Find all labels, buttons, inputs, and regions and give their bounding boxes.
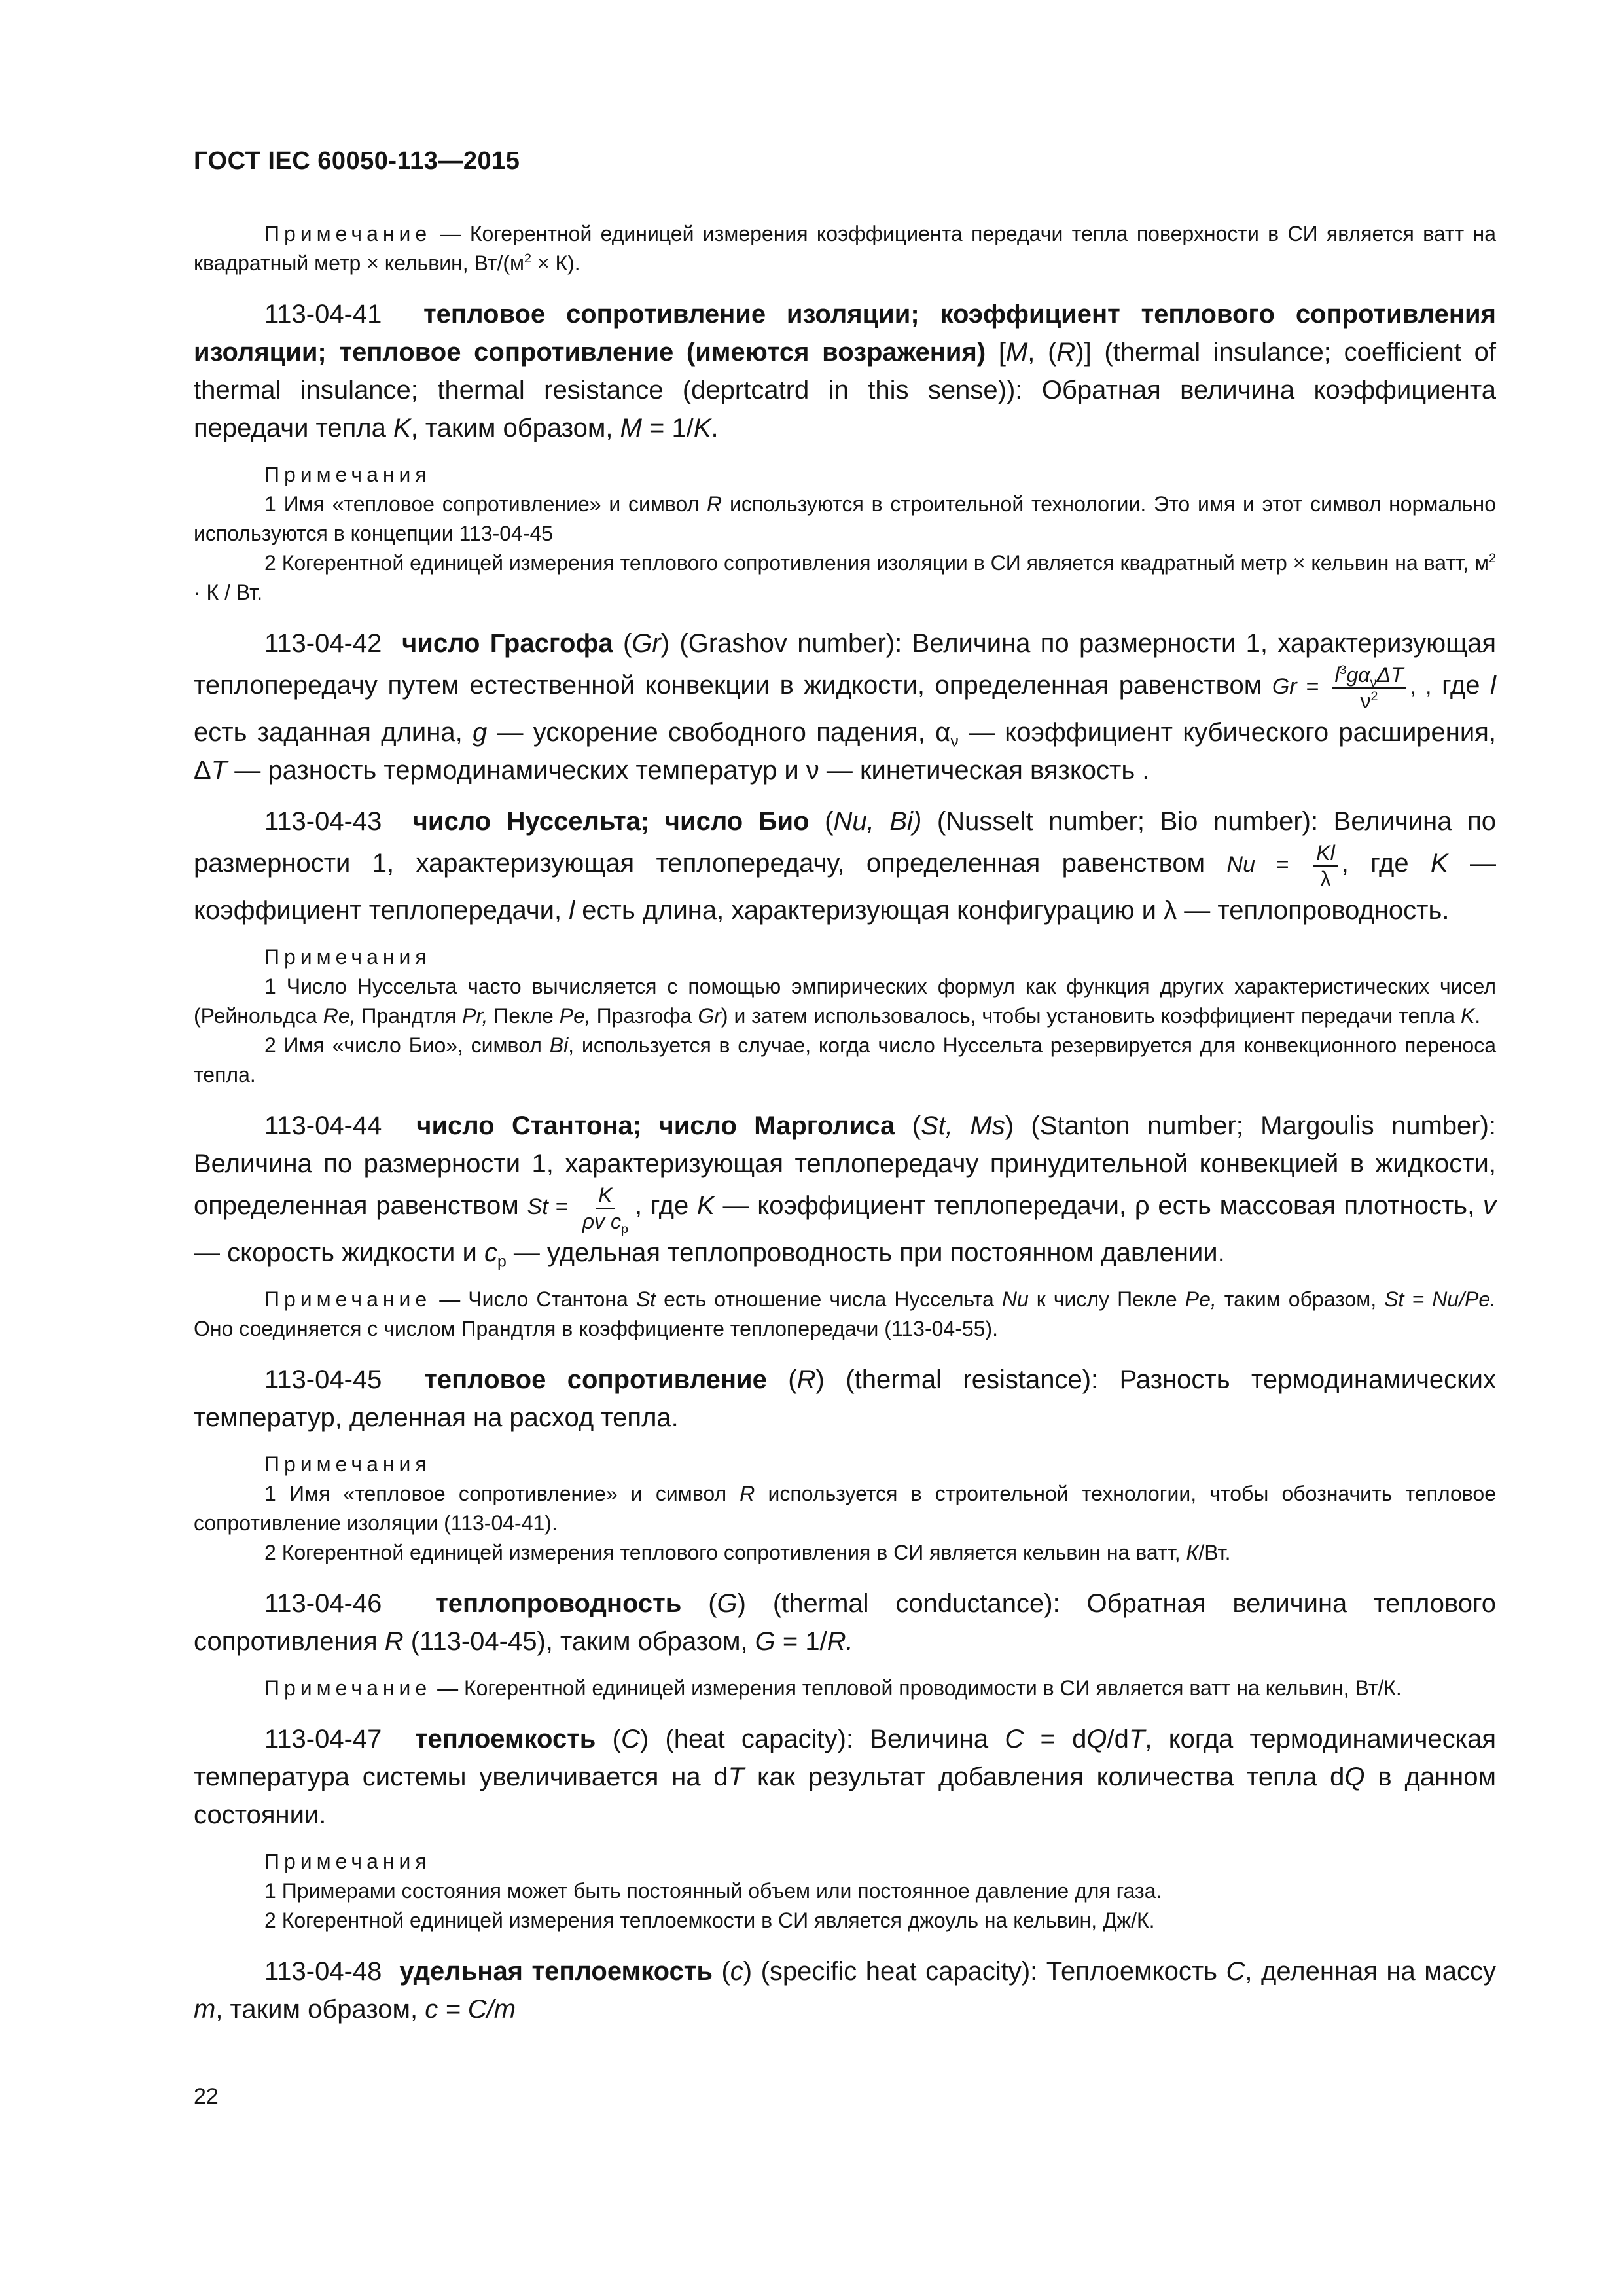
symbol: l: [1490, 670, 1496, 700]
entry-number: 113-04-47: [264, 1725, 382, 1753]
symbol: К: [1186, 1541, 1199, 1564]
note-block: [194, 219, 1496, 278]
text: (: [613, 629, 632, 658]
text: , где: [634, 1191, 698, 1220]
term-symbol: R: [796, 1365, 816, 1394]
symbol: l: [569, 896, 575, 925]
entry-number: 113-04-44: [264, 1111, 382, 1140]
symbol: Gr: [698, 1004, 721, 1028]
fraction: [1332, 662, 1406, 713]
superscript: 2: [1488, 551, 1496, 566]
symbol: K: [1430, 848, 1448, 878]
symbol: Kl: [1316, 841, 1335, 865]
text: таким образом,: [1216, 1287, 1385, 1311]
text: [: [986, 338, 1006, 367]
symbol: St: [527, 1194, 548, 1219]
note-item: [194, 972, 1496, 1031]
symbol: C: [1005, 1725, 1024, 1753]
term-entry-42: [194, 624, 1496, 789]
text: /Вт.: [1198, 1541, 1231, 1564]
note-item: [194, 1031, 1496, 1090]
note-label: Примечание: [264, 1676, 432, 1700]
text: 1 Имя «тепловое сопротивление» и символ: [264, 492, 707, 516]
note-item: 1 Примерами состояния может быть постоянный объем или постоянное давление для газа.: [264, 1879, 1162, 1903]
text: · К / Вт.: [194, 581, 263, 604]
symbol: m: [194, 1995, 216, 2024]
symbol: g: [472, 718, 488, 747]
note-item: 2 Когерентной единицей измерения теплоемкости в СИ является джоуль на кельвин, Дж/К.: [264, 1909, 1155, 1932]
term-name: число Грасгофа: [402, 629, 613, 658]
term-entry-43: [194, 802, 1496, 929]
notes-heading: Примечания: [264, 463, 431, 486]
definition-text: (thermal conductance): Обратная величина теплового сопротивления: [194, 1589, 1496, 1656]
term-entry-48: [194, 1952, 1496, 2028]
term-name: тепловое сопротивление: [424, 1365, 767, 1394]
symbol: G: [755, 1627, 776, 1656]
text: ): [737, 1589, 746, 1618]
formula-nusselt: [1226, 841, 1342, 891]
numerator: [596, 1183, 615, 1209]
text: = 1/: [775, 1627, 827, 1656]
note-item: [194, 1479, 1496, 1538]
symbol: ρv c: [582, 1210, 621, 1233]
text: , (: [1027, 338, 1057, 367]
text: — коэффициент кубического расширения, Δ: [194, 718, 1496, 785]
text: , деленная на массу: [1245, 1957, 1496, 1986]
text: Оно соединяется с числом Прандтля в коэффициенте теплопередачи (113-04-55).: [194, 1317, 998, 1340]
text: — удельная теплопроводность при постоянном давлении.: [506, 1238, 1225, 1267]
text: есть заданная длина,: [194, 718, 473, 747]
term-entry-47: [194, 1720, 1496, 1834]
superscript: 2: [1370, 689, 1378, 704]
text: в данном состоянии.: [194, 1763, 1496, 1829]
text: — коэффициент теплопередачи,: [194, 848, 1497, 925]
numerator: [1313, 840, 1337, 867]
text: ): [743, 1957, 753, 1986]
term-symbol: G: [717, 1589, 738, 1618]
term-symbol: c: [730, 1957, 743, 1986]
definition-text: (Nusselt number; Bio number): Величина по размерности 1, характеризующая теплопередачу, определенная равенством: [194, 807, 1497, 878]
text: есть длина, характеризующая конфигурацию и λ — теплопроводность.: [575, 896, 1450, 925]
text: = 1/: [641, 414, 694, 442]
text: как результат добавления количества тепла d: [744, 1763, 1345, 1791]
symbol: gα: [1346, 663, 1370, 687]
entry-number: 113-04-46: [264, 1589, 382, 1618]
definition-text: (specific heat capacity): Теплоемкость: [752, 1957, 1226, 1986]
subscript: ν: [1370, 675, 1377, 690]
text: ): [1005, 1111, 1014, 1140]
symbol: l: [1334, 663, 1340, 687]
text: ): [815, 1365, 825, 1394]
text: — разность термодинамических температур и ν — кинетическая вязкость .: [227, 756, 1150, 785]
symbol: R.: [827, 1627, 853, 1656]
text: (: [681, 1589, 717, 1618]
symbol: R: [740, 1482, 755, 1505]
definition-text: (thermal insulance; coefficient of thermal insulance; thermal resistance (deprtcatrd in this sense)): Обратная величина коэффициента передачи тепла: [194, 338, 1496, 442]
definition-text: (thermal resistance): Разность термодинамических температур, деленная на расход тепла.: [194, 1365, 1497, 1432]
text: (: [596, 1725, 621, 1753]
term-name: теплопроводность: [435, 1589, 682, 1618]
symbol: R: [707, 492, 722, 516]
symbol: St: [635, 1287, 656, 1311]
text: где: [1431, 670, 1491, 700]
term-entry-44: [194, 1107, 1496, 1272]
text: 1 Имя «тепловое сопротивление» и символ: [264, 1482, 740, 1505]
note-text: — Когерентной единицей измерения тепловой проводимости в СИ является ватт на кельвин, Вт/К.: [431, 1676, 1402, 1700]
notes-block-45: [194, 1450, 1496, 1568]
text: (: [766, 1365, 797, 1394]
symbol: Pr,: [462, 1004, 488, 1028]
text: , где: [1341, 848, 1431, 878]
text: 2 Когерентной единицей измерения теплового сопротивления изоляции в СИ является квадратный метр × кельвин на ватт, м: [264, 551, 1489, 575]
text: =: [1296, 673, 1329, 699]
note-text: × К).: [531, 251, 580, 275]
term-entry-45: [194, 1361, 1496, 1437]
definition-text: (Stanton number; Margoulis number): Величина по размерности 1, характеризующая теплопередачу принудительной конвекцией в жидкости, определенная равенством: [194, 1111, 1497, 1220]
note-item: [194, 490, 1496, 548]
entry-number: 113-04-41: [264, 300, 382, 329]
denominator: [580, 1209, 631, 1234]
text: Пекле: [488, 1004, 560, 1028]
symbol: K: [393, 414, 411, 442]
symbol: Q: [1344, 1763, 1365, 1791]
text: (: [809, 807, 834, 836]
text: = d: [1024, 1725, 1087, 1753]
note-text: — Когерентной единицей измерения коэффициента передачи тепла поверхности в СИ является ватт на квадратный метр × кельвин, Вт/(м: [194, 222, 1496, 275]
symbol: Nu: [1001, 1287, 1029, 1311]
note-item: [194, 548, 1496, 607]
text: 1 Число Нуссельта часто вычисляется с помощью эмпирических формул как функция других характеристических чисел (Рейнольдса: [194, 975, 1496, 1028]
text: используются в строительной технологии. Это имя и этот символ нормально используются в концепции 113-04-45: [194, 492, 1497, 545]
subscript: ν: [950, 732, 959, 751]
text: ): [639, 1725, 649, 1753]
text: — Число Стантона: [431, 1287, 636, 1311]
term-name: тепловое сопротивление изоляции; коэффициент теплового сопротивления изоляции; тепловое сопротивление (имеются возражения): [194, 300, 1496, 367]
text: ): [660, 629, 670, 658]
notes-heading: Примечания: [264, 1452, 431, 1476]
symbol: C: [1226, 1957, 1245, 1986]
text: (: [712, 1957, 730, 1986]
denominator: [1357, 689, 1380, 713]
text: ) и затем использовалось, чтобы установить коэффициент передачи тепла: [721, 1004, 1461, 1028]
page-content: [194, 219, 1496, 2041]
text: , когда термодинамическая температура системы увеличивается на d: [194, 1725, 1496, 1791]
note-block-46: [194, 1674, 1496, 1703]
formula: c = C/m: [425, 1995, 516, 2024]
notes-block-43: [194, 942, 1496, 1090]
text: есть отношение числа Нуссельта: [656, 1287, 1002, 1311]
symbol: Pe,: [559, 1004, 591, 1028]
text: — скорость жидкости и: [194, 1238, 484, 1267]
symbol: M: [620, 414, 642, 442]
note-block-44: [194, 1285, 1496, 1344]
definition-text: (Grashov number): Величина по размерности 1, характеризующая теплопередачу путем естественной конвекции в жидкости, определенная равенством: [194, 629, 1496, 700]
denominator: λ: [1320, 867, 1331, 891]
numerator: [1332, 662, 1406, 689]
text: 2 Имя «число Био», символ: [264, 1033, 550, 1057]
text: к числу Пекле: [1028, 1287, 1185, 1311]
symbol: K: [693, 414, 711, 442]
term-name: удельная теплоемкость: [399, 1957, 713, 1986]
term-symbol: Gr: [632, 629, 661, 658]
text: )]: [1075, 338, 1092, 367]
text: /d: [1107, 1725, 1129, 1753]
text: , используется в случае, когда число Нуссельта резервируется для конвекционного переноса тепла.: [194, 1033, 1496, 1086]
term-symbol: C: [620, 1725, 640, 1753]
symbol: Nu: [1226, 852, 1255, 877]
text: (: [895, 1111, 921, 1140]
text: =: [548, 1194, 576, 1219]
symbol: v: [1483, 1191, 1497, 1220]
term-symbol: R: [1056, 338, 1076, 367]
text: , таким образом,: [215, 1995, 425, 2024]
entry-number: 113-04-45: [264, 1365, 382, 1394]
formula-grashof: [1272, 663, 1432, 713]
symbol: T: [1128, 1725, 1145, 1753]
formula: St = Nu/Pe.: [1384, 1287, 1497, 1311]
notes-block-41: [194, 460, 1496, 607]
text: (113-04-45), таким образом,: [403, 1627, 755, 1656]
term-symbol: St, Ms: [921, 1111, 1005, 1140]
notes-heading: Примечания: [264, 1850, 431, 1873]
text: .: [711, 414, 719, 442]
note-item: [194, 1538, 1496, 1568]
subscript: p: [620, 1221, 628, 1236]
text: используется в строительной технологии, чтобы обозначить тепловое сопротивление изоляции (113-04-41).: [194, 1482, 1497, 1535]
symbol: ν: [1360, 689, 1371, 713]
text: — ускорение свободного падения, α: [487, 718, 951, 747]
symbol: Pe,: [1185, 1287, 1217, 1311]
text: Празгофа: [590, 1004, 698, 1028]
notes-block-47: [194, 1847, 1496, 1935]
symbol: T: [728, 1763, 745, 1791]
symbol: T: [211, 756, 228, 785]
notes-heading: Примечания: [264, 945, 431, 969]
entry-number: 113-04-42: [264, 629, 382, 658]
term-symbol: M: [1005, 338, 1028, 367]
symbol: Q: [1086, 1725, 1107, 1753]
symbol: K: [697, 1191, 715, 1220]
term-entry-41: [194, 295, 1496, 447]
symbol: ΔT: [1376, 663, 1404, 687]
term-name: теплоемкость: [414, 1725, 596, 1753]
text: Прандтля: [355, 1004, 463, 1028]
superscript: 2: [524, 251, 532, 266]
symbol: Gr: [1272, 673, 1297, 699]
text: .: [1474, 1004, 1481, 1028]
symbol: Re,: [323, 1004, 356, 1028]
note-label: Примечание: [264, 1287, 432, 1311]
definition-text: (heat capacity): Величина: [649, 1725, 1005, 1753]
note-label: Примечание: [264, 222, 432, 245]
term-name: число Нуссельта; число Био: [412, 807, 810, 836]
term-entry-46: [194, 1585, 1496, 1660]
page-number: 22: [194, 2084, 219, 2109]
subscript: p: [497, 1253, 507, 1271]
text: 2 Когерентной единицей измерения теплового сопротивления в СИ является кельвин на ватт,: [264, 1541, 1186, 1564]
entry-number: 113-04-48: [264, 1957, 382, 1986]
term-name: число Стантона; число Марголиса: [416, 1111, 895, 1140]
fraction: [1313, 840, 1337, 891]
superscript: 3: [1339, 663, 1347, 678]
text: =: [1255, 852, 1310, 877]
entry-number: 113-04-43: [264, 807, 382, 836]
document-header: ГОСТ IEC 60050-113—2015: [194, 147, 520, 175]
text: , ,: [1410, 673, 1432, 699]
term-symbol: Nu, Bi): [833, 807, 922, 836]
symbol: R: [384, 1627, 404, 1656]
symbol: Bi: [549, 1033, 569, 1057]
fraction: [580, 1183, 631, 1234]
symbol: c: [484, 1238, 497, 1267]
symbol: K: [1460, 1004, 1475, 1028]
symbol: K: [598, 1183, 613, 1207]
text: , таким образом,: [410, 414, 620, 442]
text: — коэффициент теплопередачи, ρ есть массовая плотность,: [714, 1191, 1484, 1220]
